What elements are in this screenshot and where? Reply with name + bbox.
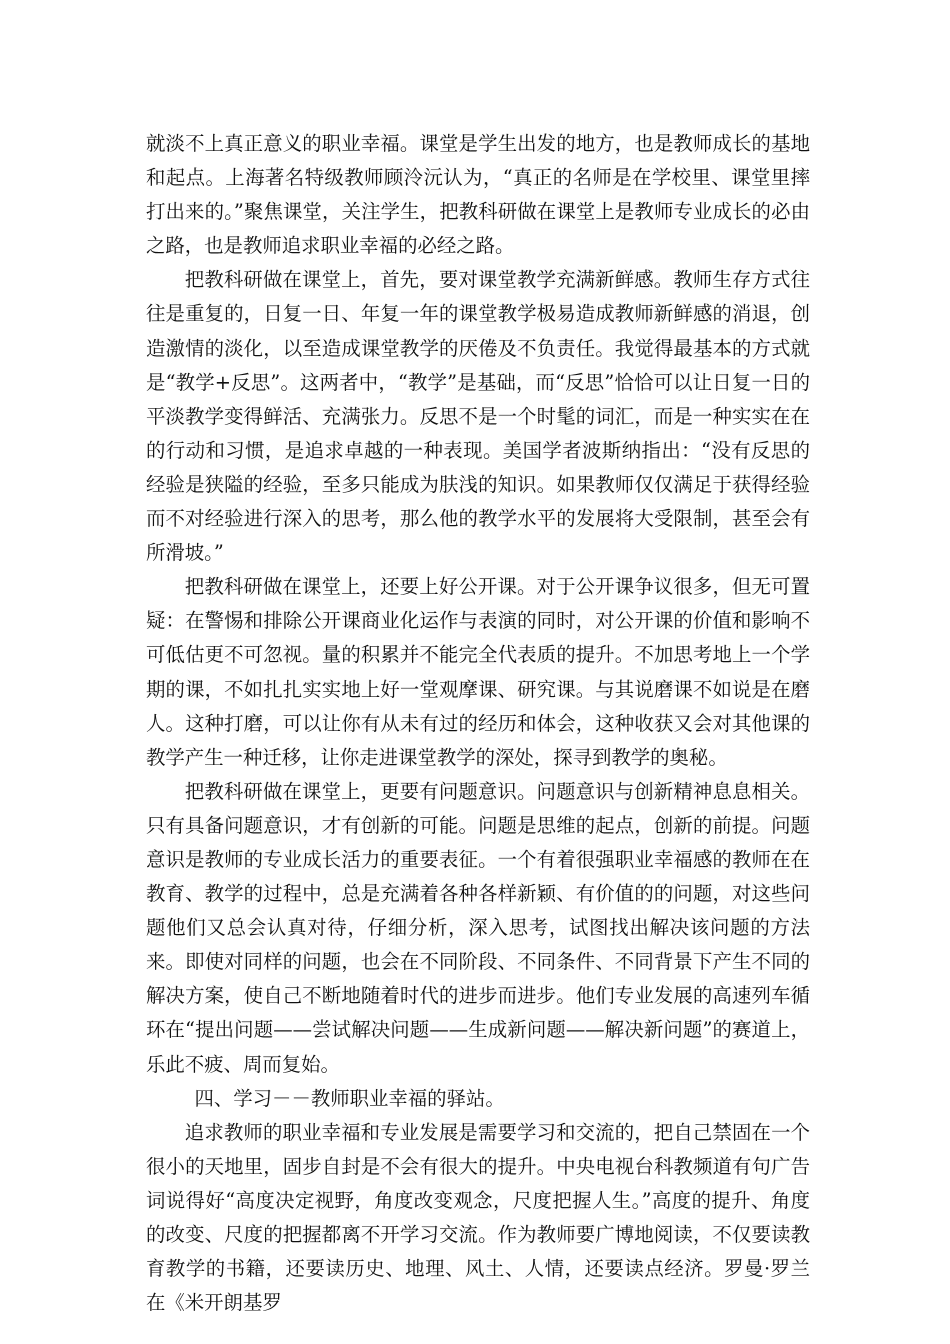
body-text <box>146 127 810 1320</box>
paragraph-learning: 追求教师的职业幸福和专业发展是需要学习和交流的，把自己禁固在一个很小的天地里，固步自封是不会有很大的提升。中央电视台科教频道有句广告词说得好“高度决定视野，角度改变观念，尺度把握人生。”高度的提升、角度的改变、尺度的把握都离不开学习交流。作为教师要广博地阅读，不仅要读教育教学的书籍，还要读历史、地理、风土、人情，还要读点经济。罗曼·罗兰在《米开朗基罗 <box>146 1120 810 1315</box>
section-heading: 四、学习－－教师职业幸福的驿站。 <box>194 1086 505 1110</box>
paragraph-open-class: 把教科研做在课堂上，还要上好公开课。对于公开课争议很多，但无可置疑：在警惕和排除公开课商业化运作与表演的同时，对公开课的价值和影响不可低估更不可忽视。量的积累并不能完全代表质的提升。不加思考地上一个学期的课，不如扎扎实实地上好一堂观摩课、研究课。与其说磨课不如说是在磨人。这种打磨，可以让你有从未有过的经历和体会，这种收获又会对其他课的教学产生一种迁移，让你走进课堂教学的深处，探寻到教学的奥秘。 <box>146 575 810 769</box>
paragraph-novelty: 把教科研做在课堂上，首先，要对课堂教学充满新鲜感。教师生存方式往往是重复的，日复一日、年复一年的课堂教学极易造成教师新鲜感的消退，创造激情的淡化，以至造成课堂教学的厌倦及不负责任。我觉得最基本的方式就是“教学+反思”。这两者中，“教学”是基础，而“反思”恰恰可以让日复一日的平淡教学变得鲜活、充满张力。反思不是一个时髦的词汇，而是一种实实在在的行动和习惯，是追求卓越的一种表现。美国学者波斯纳指出：“没有反思的经验是狭隘的经验，至多只能成为肤浅的知识。如果教师仅仅满足于获得经验而不对经验进行深入的思考，那么他的教学水平的发展将大受限制，甚至会有所滑坡。” <box>146 268 810 565</box>
paragraph-continuation: 就淡不上真正意义的职业幸福。课堂是学生出发的地方，也是教师成长的基地和起点。上海著名特级教师顾泠沅认为，“真正的名师是在学校里、课堂里摔打出来的。”聚焦课堂，关注学生，把教科研做在课堂上是教师专业成长的必由之路，也是教师追求职业幸福的必经之路。 <box>146 132 810 258</box>
paragraph-problem-awareness: 把教科研做在课堂上，更要有问题意识。问题意识与创新精神息息相关。只有具备问题意识，才有创新的可能。问题是思维的起点，创新的前提。问题意识是教师的专业成长活力的重要表征。一个有着很强职业幸福感的教师在在教育、教学的过程中，总是充满着各种各样新颖、有价值的的问题，对这些问题他们又总会认真对待，仔细分析，深入思考，试图找出解决该问题的方法来。即使对同样的问题，也会在不同阶段、不同条件、不同背景下产生不同的解决方案，使自己不断地随着时代的进步而进步。他们专业发展的高速列车循环在“提出问题——尝试解决问题——生成新问题——解决新问题”的赛道上，乐此不疲、周而复始。 <box>146 779 810 1076</box>
